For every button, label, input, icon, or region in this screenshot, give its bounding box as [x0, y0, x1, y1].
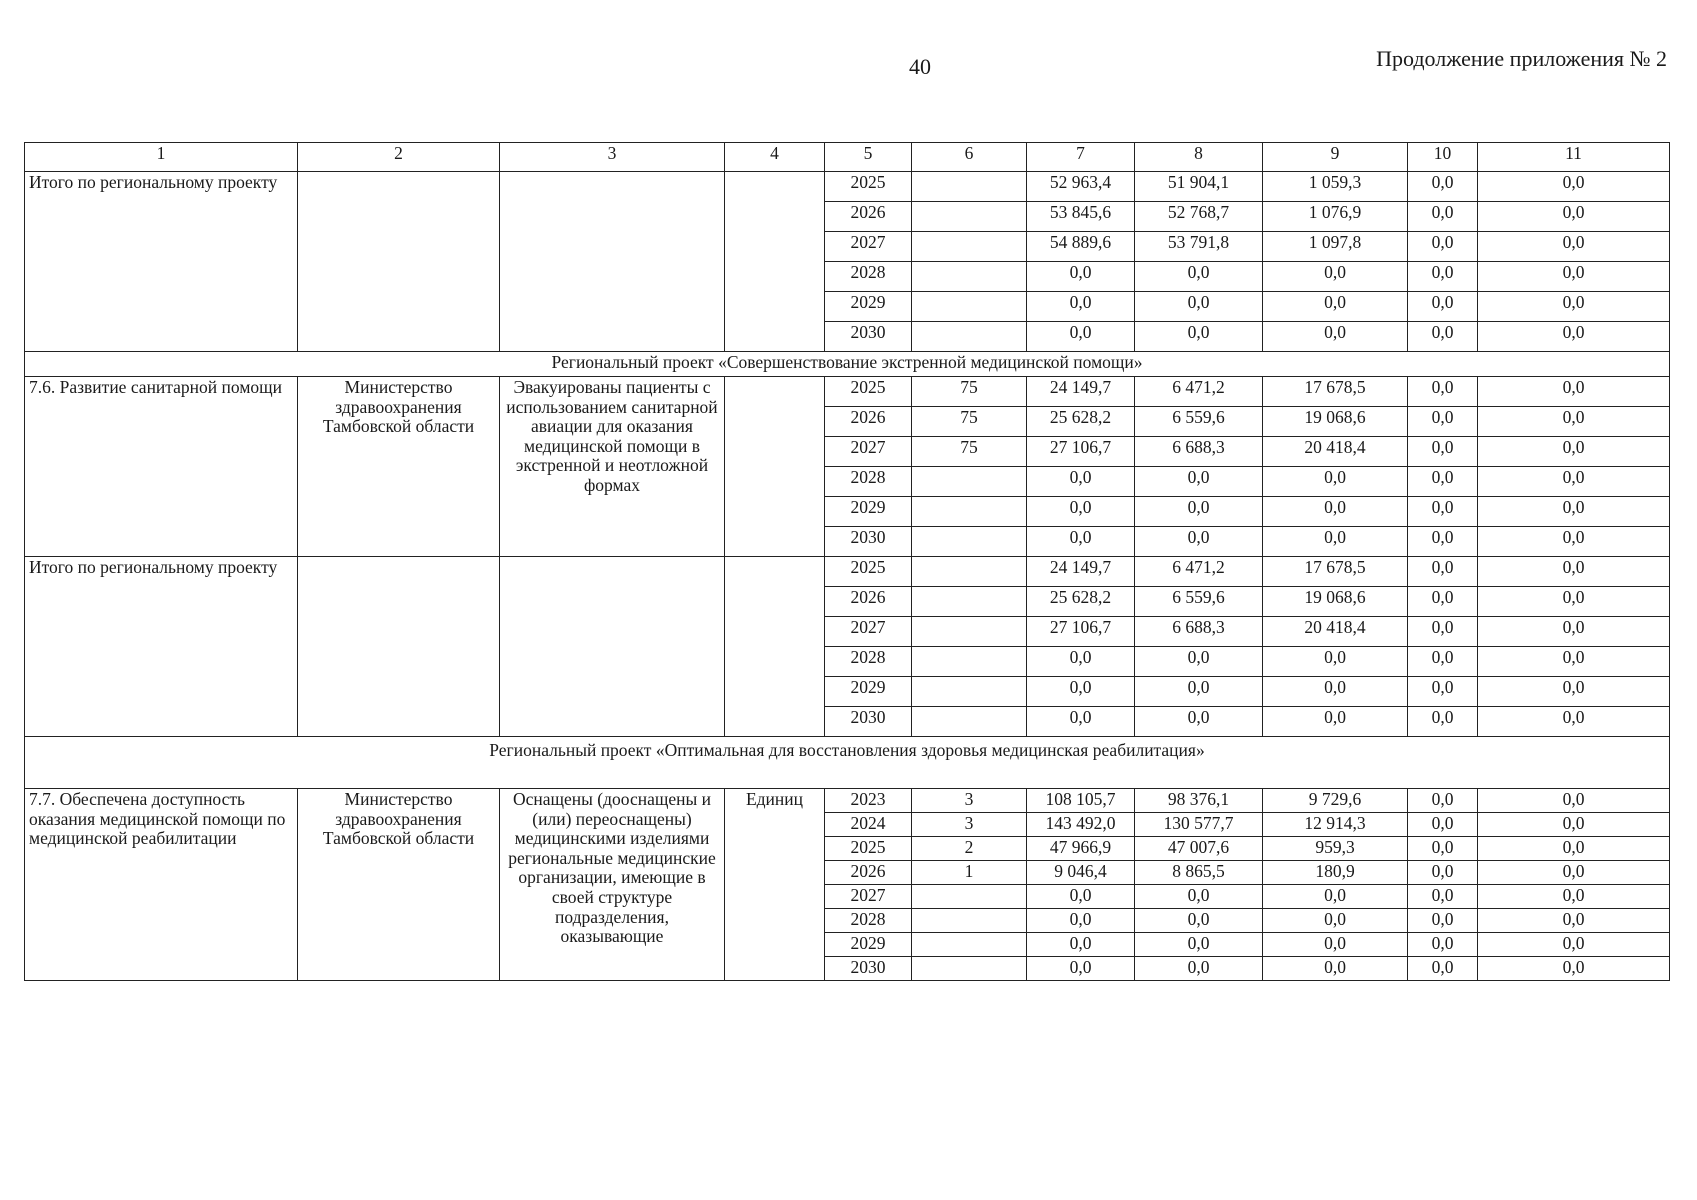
value-cell-c7: 0,0: [1027, 909, 1135, 933]
value-cell-c9: 0,0: [1263, 885, 1408, 909]
col-header-3: 3: [500, 143, 725, 172]
value-cell-c10: 0,0: [1408, 232, 1478, 262]
col-header-1: 1: [25, 143, 298, 172]
value-cell-c11: 0,0: [1478, 202, 1670, 232]
value-cell-c11: 0,0: [1478, 557, 1670, 587]
value-cell-c8: 130 577,7: [1135, 813, 1263, 837]
value-cell-c6: 1: [912, 861, 1027, 885]
col-header-8: 8: [1135, 143, 1263, 172]
value-cell-c6: [912, 647, 1027, 677]
value-cell-c9: 1 059,3: [1263, 172, 1408, 202]
value-cell-c11: 0,0: [1478, 813, 1670, 837]
year-cell: 2029: [825, 933, 912, 957]
value-cell-c10: 0,0: [1408, 292, 1478, 322]
value-cell-c6: [912, 202, 1027, 232]
year-cell: 2027: [825, 232, 912, 262]
col-header-7: 7: [1027, 143, 1135, 172]
value-cell-c7: 27 106,7: [1027, 437, 1135, 467]
year-cell: 2030: [825, 527, 912, 557]
value-cell-c10: 0,0: [1408, 437, 1478, 467]
value-cell-c9: 0,0: [1263, 497, 1408, 527]
value-cell-c7: 0,0: [1027, 957, 1135, 981]
value-cell-c7: 108 105,7: [1027, 789, 1135, 813]
value-cell-c9: 0,0: [1263, 909, 1408, 933]
value-cell-c10: 0,0: [1408, 837, 1478, 861]
year-cell: 2026: [825, 407, 912, 437]
col-header-10: 10: [1408, 143, 1478, 172]
year-cell: 2028: [825, 262, 912, 292]
row-label: 7.6. Развитие санитарной помощи: [25, 377, 298, 557]
value-cell-c9: 0,0: [1263, 292, 1408, 322]
value-cell-c11: 0,0: [1478, 527, 1670, 557]
value-cell-c11: 0,0: [1478, 172, 1670, 202]
value-cell-c8: 51 904,1: [1135, 172, 1263, 202]
year-cell: 2028: [825, 647, 912, 677]
value-cell-c11: 0,0: [1478, 885, 1670, 909]
value-cell-c10: 0,0: [1408, 497, 1478, 527]
col-header-9: 9: [1263, 143, 1408, 172]
value-cell-c7: 9 046,4: [1027, 861, 1135, 885]
value-cell-c6: [912, 172, 1027, 202]
value-cell-c11: 0,0: [1478, 957, 1670, 981]
table-row: [25, 172, 1670, 202]
unit-of-measure: [725, 377, 825, 557]
year-cell: 2029: [825, 292, 912, 322]
value-cell-c9: 17 678,5: [1263, 557, 1408, 587]
value-cell-c8: 6 688,3: [1135, 437, 1263, 467]
year-cell: 2030: [825, 322, 912, 352]
value-cell-c6: [912, 467, 1027, 497]
value-cell-c6: 75: [912, 377, 1027, 407]
value-cell-c8: 0,0: [1135, 677, 1263, 707]
col-header-11: 11: [1478, 143, 1670, 172]
value-cell-c8: 53 791,8: [1135, 232, 1263, 262]
value-cell-c11: 0,0: [1478, 837, 1670, 861]
value-cell-c8: 98 376,1: [1135, 789, 1263, 813]
result-description: Оснащены (дооснащены и (или) переоснащены) медицинскими изделиями региональные медицинские организации, имеющие в своей структуре подразделения, оказывающие: [500, 789, 725, 981]
value-cell-c10: 0,0: [1408, 587, 1478, 617]
value-cell-c10: 0,0: [1408, 322, 1478, 352]
year-cell: 2025: [825, 837, 912, 861]
value-cell-c6: 75: [912, 407, 1027, 437]
value-cell-c10: 0,0: [1408, 467, 1478, 497]
value-cell-c11: 0,0: [1478, 232, 1670, 262]
year-cell: 2027: [825, 617, 912, 647]
value-cell-c11: 0,0: [1478, 497, 1670, 527]
value-cell-c8: 0,0: [1135, 467, 1263, 497]
value-cell-c6: [912, 957, 1027, 981]
value-cell-c6: [912, 322, 1027, 352]
col-header-4: 4: [725, 143, 825, 172]
section-title: Региональный проект «Совершенствование экстренной медицинской помощи»: [25, 352, 1670, 377]
year-cell: 2025: [825, 377, 912, 407]
value-cell-c11: 0,0: [1478, 707, 1670, 737]
value-cell-c7: 0,0: [1027, 467, 1135, 497]
value-cell-c7: 0,0: [1027, 527, 1135, 557]
value-cell-c7: 53 845,6: [1027, 202, 1135, 232]
value-cell-c10: 0,0: [1408, 407, 1478, 437]
value-cell-c8: 0,0: [1135, 885, 1263, 909]
value-cell-c10: 0,0: [1408, 172, 1478, 202]
value-cell-c11: 0,0: [1478, 377, 1670, 407]
value-cell-c8: 6 471,2: [1135, 377, 1263, 407]
responsible-agency: Министерство здравоохранения Тамбовской области: [298, 789, 500, 981]
value-cell-c9: 9 729,6: [1263, 789, 1408, 813]
value-cell-c7: 0,0: [1027, 933, 1135, 957]
value-cell-c11: 0,0: [1478, 262, 1670, 292]
section-rehabilitation: [25, 737, 1670, 789]
value-cell-c9: 17 678,5: [1263, 377, 1408, 407]
value-cell-c6: [912, 527, 1027, 557]
value-cell-c7: 24 149,7: [1027, 377, 1135, 407]
value-cell-c9: 1 076,9: [1263, 202, 1408, 232]
year-cell: 2029: [825, 677, 912, 707]
value-cell-c8: 0,0: [1135, 647, 1263, 677]
value-cell-c7: 25 628,2: [1027, 587, 1135, 617]
column-number-row: [25, 143, 1670, 172]
value-cell-c10: 0,0: [1408, 789, 1478, 813]
value-cell-c8: 0,0: [1135, 262, 1263, 292]
value-cell-c8: 0,0: [1135, 322, 1263, 352]
value-cell-c9: 180,9: [1263, 861, 1408, 885]
value-cell-c7: 0,0: [1027, 677, 1135, 707]
value-cell-c8: 6 688,3: [1135, 617, 1263, 647]
value-cell-c7: 0,0: [1027, 292, 1135, 322]
value-cell-c7: 143 492,0: [1027, 813, 1135, 837]
value-cell-c10: 0,0: [1408, 813, 1478, 837]
value-cell-c10: 0,0: [1408, 647, 1478, 677]
year-cell: 2026: [825, 202, 912, 232]
value-cell-c10: 0,0: [1408, 527, 1478, 557]
value-cell-c7: 0,0: [1027, 885, 1135, 909]
value-cell-c7: 27 106,7: [1027, 617, 1135, 647]
value-cell-c7: 24 149,7: [1027, 557, 1135, 587]
value-cell-c9: 19 068,6: [1263, 587, 1408, 617]
value-cell-c9: 959,3: [1263, 837, 1408, 861]
value-cell-c9: 1 097,8: [1263, 232, 1408, 262]
value-cell-c11: 0,0: [1478, 647, 1670, 677]
value-cell-c8: 0,0: [1135, 957, 1263, 981]
value-cell-c7: 0,0: [1027, 262, 1135, 292]
value-cell-c8: 6 559,6: [1135, 587, 1263, 617]
value-cell-c10: 0,0: [1408, 557, 1478, 587]
value-cell-c10: 0,0: [1408, 707, 1478, 737]
value-cell-c6: 2: [912, 837, 1027, 861]
col-header-6: 6: [912, 143, 1027, 172]
value-cell-c6: [912, 497, 1027, 527]
value-cell-c6: 3: [912, 813, 1027, 837]
value-cell-c8: 47 007,6: [1135, 837, 1263, 861]
year-cell: 2027: [825, 885, 912, 909]
year-cell: 2023: [825, 789, 912, 813]
value-cell-c8: 0,0: [1135, 497, 1263, 527]
value-cell-c6: [912, 909, 1027, 933]
value-cell-c8: 8 865,5: [1135, 861, 1263, 885]
value-cell-c10: 0,0: [1408, 617, 1478, 647]
result-description: [500, 172, 725, 352]
value-cell-c7: 0,0: [1027, 322, 1135, 352]
responsible-agency: Министерство здравоохранения Тамбовской области: [298, 377, 500, 557]
year-cell: 2030: [825, 957, 912, 981]
value-cell-c10: 0,0: [1408, 377, 1478, 407]
appendix-continuation-header: Продолжение приложения № 2: [1376, 46, 1667, 71]
year-cell: 2029: [825, 497, 912, 527]
value-cell-c9: 0,0: [1263, 647, 1408, 677]
year-cell: 2030: [825, 707, 912, 737]
row-label: Итого по региональному проекту: [25, 172, 298, 352]
value-cell-c6: [912, 587, 1027, 617]
value-cell-c7: 0,0: [1027, 497, 1135, 527]
value-cell-c8: 6 471,2: [1135, 557, 1263, 587]
value-cell-c6: [912, 933, 1027, 957]
value-cell-c8: 0,0: [1135, 707, 1263, 737]
value-cell-c11: 0,0: [1478, 407, 1670, 437]
table-row: [25, 557, 1670, 587]
value-cell-c9: 20 418,4: [1263, 617, 1408, 647]
value-cell-c9: 0,0: [1263, 677, 1408, 707]
value-cell-c11: 0,0: [1478, 909, 1670, 933]
value-cell-c9: 0,0: [1263, 467, 1408, 497]
unit-of-measure: Единиц: [725, 789, 825, 981]
unit-of-measure: [725, 172, 825, 352]
value-cell-c6: 3: [912, 789, 1027, 813]
row-label: 7.7. Обеспечена доступность оказания медицинской помощи по медицинской реабилитации: [25, 789, 298, 981]
value-cell-c11: 0,0: [1478, 617, 1670, 647]
col-header-2: 2: [298, 143, 500, 172]
value-cell-c6: [912, 292, 1027, 322]
value-cell-c7: 0,0: [1027, 647, 1135, 677]
value-cell-c10: 0,0: [1408, 202, 1478, 232]
value-cell-c11: 0,0: [1478, 437, 1670, 467]
year-cell: 2028: [825, 467, 912, 497]
value-cell-c6: [912, 885, 1027, 909]
value-cell-c9: 0,0: [1263, 957, 1408, 981]
value-cell-c7: 52 963,4: [1027, 172, 1135, 202]
value-cell-c7: 25 628,2: [1027, 407, 1135, 437]
value-cell-c6: [912, 232, 1027, 262]
value-cell-c10: 0,0: [1408, 885, 1478, 909]
value-cell-c9: 0,0: [1263, 527, 1408, 557]
value-cell-c11: 0,0: [1478, 467, 1670, 497]
value-cell-c11: 0,0: [1478, 933, 1670, 957]
result-description: Эвакуированы пациенты с использованием санитарной авиации для оказания медицинской помощи в экстренной и неотложной формах: [500, 377, 725, 557]
value-cell-c6: [912, 617, 1027, 647]
value-cell-c10: 0,0: [1408, 861, 1478, 885]
value-cell-c10: 0,0: [1408, 262, 1478, 292]
value-cell-c6: 75: [912, 437, 1027, 467]
value-cell-c9: 19 068,6: [1263, 407, 1408, 437]
row-label: Итого по региональному проекту: [25, 557, 298, 737]
value-cell-c8: 0,0: [1135, 933, 1263, 957]
value-cell-c8: 0,0: [1135, 527, 1263, 557]
value-cell-c9: 0,0: [1263, 707, 1408, 737]
value-cell-c8: 0,0: [1135, 909, 1263, 933]
value-cell-c11: 0,0: [1478, 861, 1670, 885]
value-cell-c9: 0,0: [1263, 322, 1408, 352]
value-cell-c11: 0,0: [1478, 292, 1670, 322]
value-cell-c10: 0,0: [1408, 909, 1478, 933]
value-cell-c10: 0,0: [1408, 933, 1478, 957]
value-cell-c9: 12 914,3: [1263, 813, 1408, 837]
table-row: [25, 377, 1670, 407]
value-cell-c9: 0,0: [1263, 262, 1408, 292]
value-cell-c6: [912, 557, 1027, 587]
year-cell: 2028: [825, 909, 912, 933]
value-cell-c11: 0,0: [1478, 322, 1670, 352]
value-cell-c7: 0,0: [1027, 707, 1135, 737]
section-emergency-care: [25, 352, 1670, 377]
value-cell-c10: 0,0: [1408, 677, 1478, 707]
result-description: [500, 557, 725, 737]
year-cell: 2026: [825, 861, 912, 885]
table-row: [25, 789, 1670, 813]
year-cell: 2026: [825, 587, 912, 617]
responsible-agency: [298, 172, 500, 352]
year-cell: 2025: [825, 557, 912, 587]
value-cell-c9: 0,0: [1263, 933, 1408, 957]
value-cell-c8: 0,0: [1135, 292, 1263, 322]
section-title: Региональный проект «Оптимальная для восстановления здоровья медицинская реабилитация»: [25, 737, 1670, 789]
value-cell-c11: 0,0: [1478, 789, 1670, 813]
value-cell-c11: 0,0: [1478, 677, 1670, 707]
value-cell-c10: 0,0: [1408, 957, 1478, 981]
year-cell: 2024: [825, 813, 912, 837]
responsible-agency: [298, 557, 500, 737]
value-cell-c8: 6 559,6: [1135, 407, 1263, 437]
page-number: 40: [909, 54, 931, 79]
value-cell-c6: [912, 262, 1027, 292]
value-cell-c6: [912, 707, 1027, 737]
budget-table: [24, 142, 1670, 981]
value-cell-c6: [912, 677, 1027, 707]
value-cell-c7: 54 889,6: [1027, 232, 1135, 262]
value-cell-c11: 0,0: [1478, 587, 1670, 617]
value-cell-c7: 47 966,9: [1027, 837, 1135, 861]
value-cell-c8: 52 768,7: [1135, 202, 1263, 232]
year-cell: 2027: [825, 437, 912, 467]
unit-of-measure: [725, 557, 825, 737]
col-header-5: 5: [825, 143, 912, 172]
year-cell: 2025: [825, 172, 912, 202]
value-cell-c9: 20 418,4: [1263, 437, 1408, 467]
